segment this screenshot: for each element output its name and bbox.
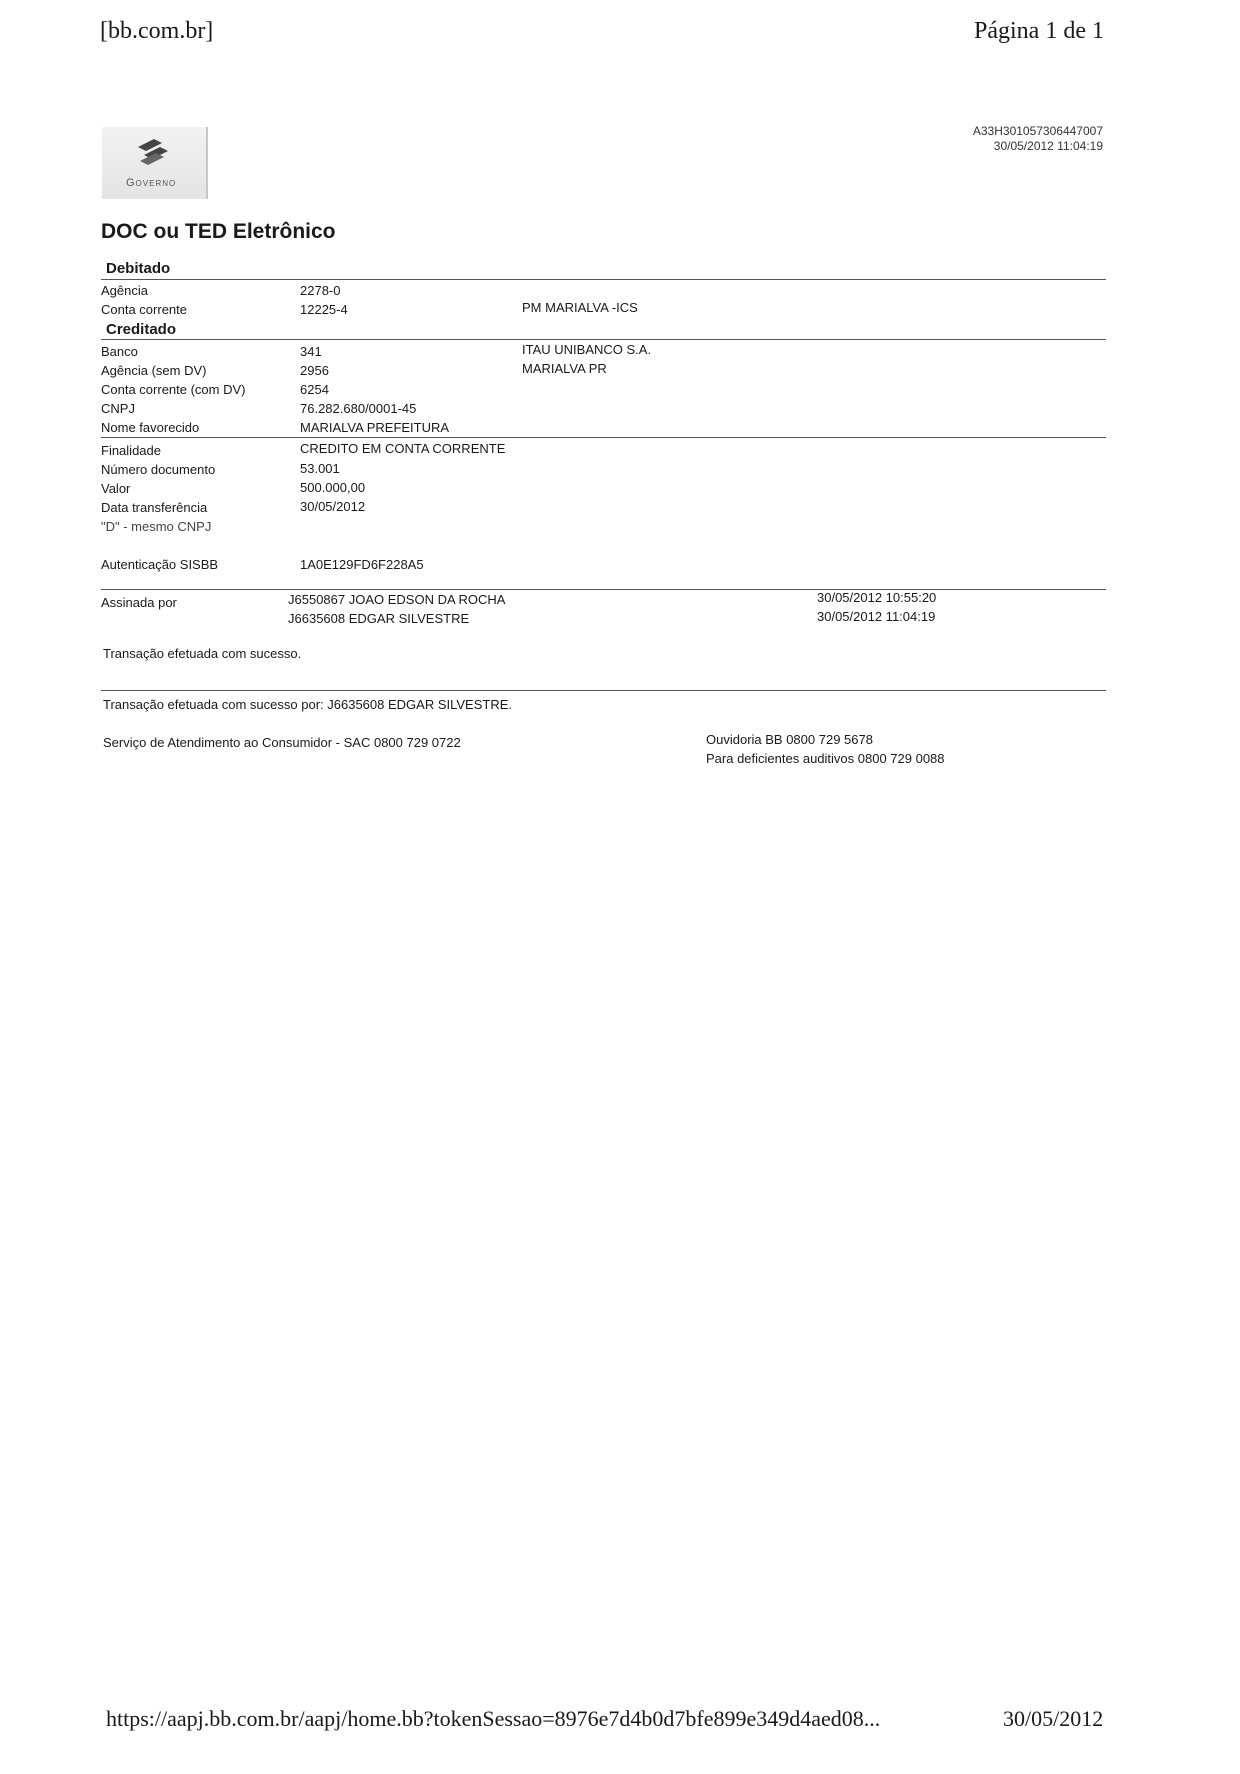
label-autenticacao: Autenticação SISBB (101, 557, 219, 572)
value-favorecido: MARIALVA PREFEITURA (300, 420, 450, 435)
value-agencia: 2278-0 (300, 283, 341, 298)
value-agencia-city: MARIALVA PR (522, 361, 607, 376)
value-conta-name: PM MARIALVA -ICS (522, 300, 638, 315)
footer-url: https://aapj.bb.com.br/aapj/home.bb?tokenSessao=8976e7d4b0d7bfe899e349d4aed08... (106, 1706, 881, 1731)
deficientes-contact: Para deficientes auditivos 0800 729 0088 (706, 751, 945, 766)
value-valor: 500.000,00 (300, 480, 366, 495)
signer-datetime: 30/05/2012 10:55:20 (817, 590, 937, 605)
ouvidoria-contact: Ouvidoria BB 0800 729 5678 (706, 732, 873, 747)
value-data-transferencia: 30/05/2012 (300, 499, 366, 514)
value-banco: 341 (300, 344, 322, 359)
note-mesmo-cnpj: "D" - mesmo CNPJ (101, 519, 212, 534)
signer-datetime: 30/05/2012 11:04:19 (817, 609, 936, 624)
logo-label: Governo (126, 177, 177, 189)
label-agencia: Agência (101, 283, 148, 298)
footer-date: 30/05/2012 (1003, 1706, 1104, 1731)
label-conta: Conta corrente (101, 302, 187, 317)
value-autenticacao: 1A0E129FD6F228A5 (300, 557, 424, 572)
page-indicator: Página 1 de 1 (974, 18, 1104, 44)
value-cnpj: 76.282.680/0001-45 (300, 401, 417, 416)
label-data-transferencia: Data transferência (101, 500, 208, 515)
site-header: [bb.com.br] (100, 18, 214, 44)
signer-name: J6550867 JOAO EDSON DA ROCHA (288, 592, 506, 607)
status-message: Transação efetuada com sucesso. (103, 646, 302, 661)
auth-block (973, 124, 1103, 154)
label-valor: Valor (101, 481, 131, 496)
rule (101, 279, 1106, 280)
value-banco-name: ITAU UNIBANCO S.A. (522, 342, 652, 357)
sac-contact: Serviço de Atendimento ao Consumidor - SAC 0800 729 0722 (103, 735, 461, 750)
value-conta-com-dv: 6254 (300, 382, 329, 397)
label-banco: Banco (101, 344, 138, 359)
rule (101, 589, 1106, 590)
bb-logo-icon (134, 133, 174, 173)
rule (101, 437, 1106, 438)
label-assinada-por: Assinada por (101, 595, 177, 610)
page-title: DOC ou TED Eletrônico (101, 220, 336, 243)
value-conta: 12225-4 (300, 302, 348, 317)
section-creditado: Creditado (106, 321, 177, 338)
label-favorecido: Nome favorecido (101, 420, 200, 435)
value-agencia-sem-dv: 2956 (300, 363, 329, 378)
label-numero-documento: Número documento (101, 462, 216, 477)
label-conta-com-dv: Conta corrente (com DV) (101, 382, 246, 397)
value-numero-documento: 53.001 (300, 461, 340, 476)
signer-name: J6635608 EDGAR SILVESTRE (288, 611, 470, 626)
rule (101, 339, 1106, 340)
rule (101, 690, 1106, 691)
auth-code: A33H301057306447007 (972, 124, 1103, 138)
label-cnpj: CNPJ (101, 401, 135, 416)
value-finalidade: CREDITO EM CONTA CORRENTE (300, 441, 506, 456)
bank-logo (102, 127, 208, 199)
section-debitado: Debitado (106, 260, 171, 277)
label-finalidade: Finalidade (101, 443, 161, 458)
auth-datetime: 30/05/2012 11:04:19 (993, 139, 1103, 153)
status-by: Transação efetuada com sucesso por: J6635608 EDGAR SILVESTRE. (103, 697, 512, 712)
label-agencia-sem-dv: Agência (sem DV) (101, 363, 207, 378)
